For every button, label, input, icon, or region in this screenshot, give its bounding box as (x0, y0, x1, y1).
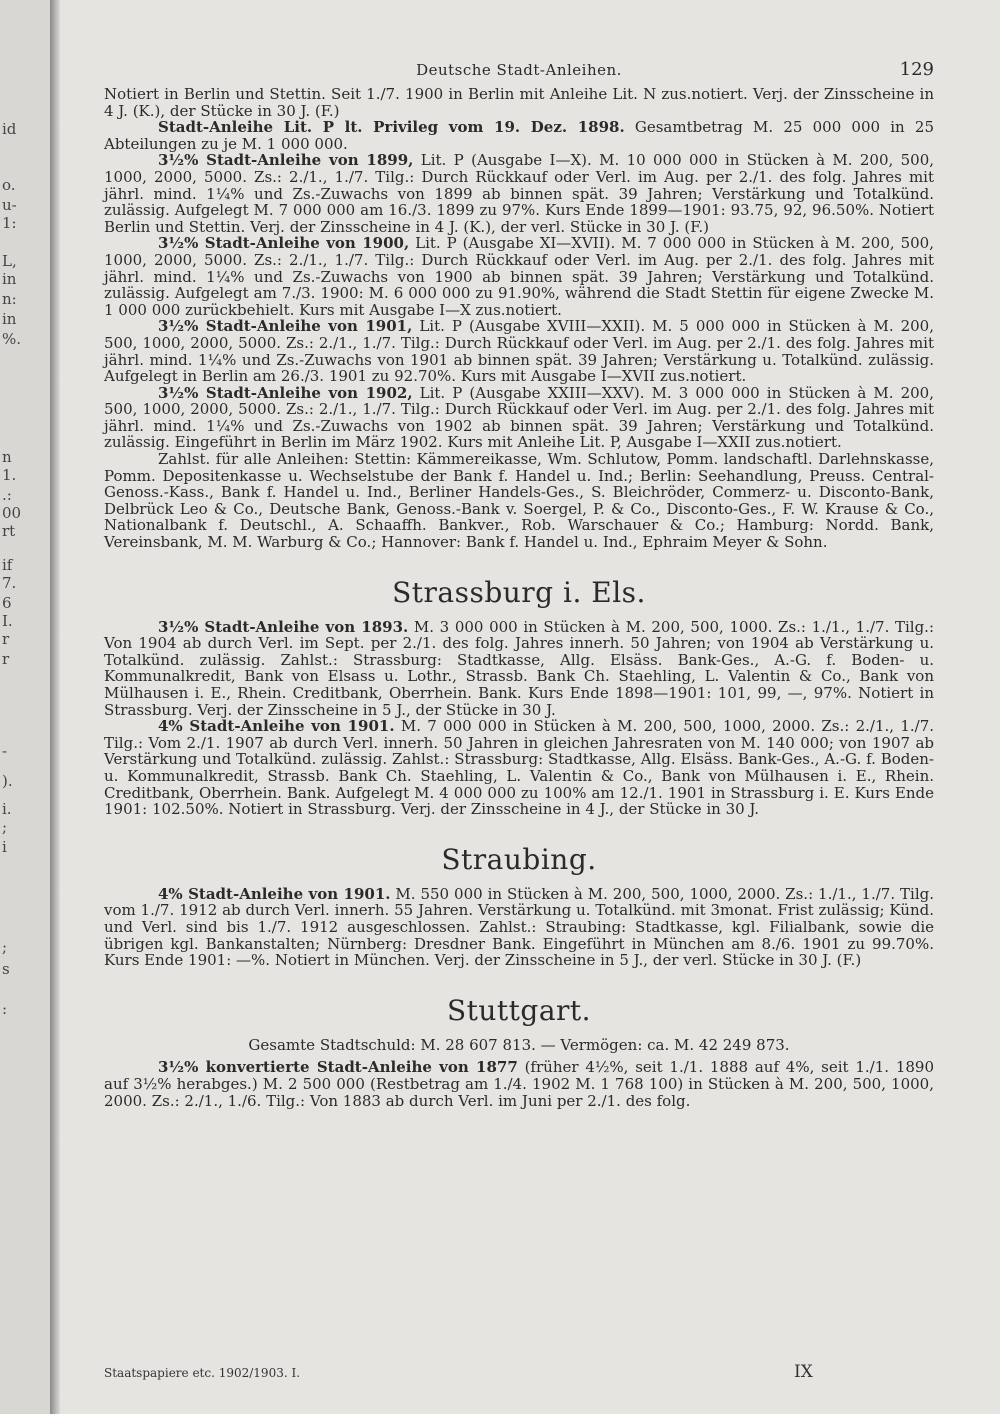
page-footer (104, 1362, 934, 1382)
entry-body: Lit. P (Ausgabe XI—XVII). M. 7 000 000 in Stücken à M. 200, 500, 1000, 2000, 5000. Zs.: 2./1., 1./7. Tilg.: Durch Rückkauf oder Verl. im Aug. per 2./1. des folg. Jahres mit jährl. mind. 1¼% und Zs.-Zuwachs von 1900 ab binnen spät. 39 Jahren; Verstärkung und Totalkünd. zulässig. Aufgelegt am 7./3. 1900: M. 6 000 000 zu 91.90%, während die Stadt Stettin für eigene Zwecke M. 1 000 000 zurückbehielt. Kurs mit Ausgabe I—X zus.notiert. (104, 234, 934, 319)
paragraph: Notiert in Berlin und Stettin. Seit 1./7. 1900 in Berlin mit Anleihe Lit. N zus.notiert. Verj. der Zinsscheine in 4 J. (K.), der Stücke in 30 J. (F.) (104, 85, 934, 120)
section-berlin-stettin-continued (104, 86, 934, 551)
paragraph (104, 718, 934, 818)
paragraph (104, 235, 934, 318)
margin-fragment: .: (2, 486, 12, 504)
section-strassburg (104, 577, 934, 818)
debt-summary-line: Gesamte Stadtschuld: M. 28 607 813. — Vermögen: ca. M. 42 249 873. (248, 1035, 790, 1054)
entry-body: Gesamtbetrag M. 25 000 000 in 25 Abteilungen zu je M. 1 000 000. (104, 118, 934, 153)
entry-heading: Stadt-Anleihe Lit. P lt. Privileg vom 19. Dez. 1898. (158, 118, 625, 137)
page-number: 129 (899, 59, 934, 80)
section-straubing (104, 844, 934, 969)
city-heading: Strassburg i. Els. (392, 575, 646, 609)
entry-body: M. 7 000 000 in Stücken à M. 200, 500, 1000, 2000. Zs.: 2./1., 1./7. Tilg.: Vom 2./1. 1907 ab durch Verl. innerh. 50 Jahren in gleichen Jahresraten von M. 140 000; von 1907 ab Verstärkung und Totalkünd. zulässig. Zahlst.: Strassburg: Stadtkasse, Allg. Elsäss. Bank-Ges., A.-G. f. Boden- u. Kommunalkredit, Strassb. Bank Ch. Staehling, L. Valentin & Co., Bank von Mülhausen i. E., Rhein. Creditbank, Oberrhein. Bank. Aufgelegt M. 4 000 000 zu 100% am 12./1. 1901 in Strassburg i. E. Kurs Ende 1901: 102.50%. Notiert in Strassburg. Verj. der Zinsscheine in 4 J., der Stücke in 30 J. (104, 717, 935, 819)
entry-body: Lit. P (Ausgabe XXIII—XXV). M. 3 000 000 in Stücken à M. 200, 500, 1000, 2000, 5000. Zs.: 2./1., 1./7. Tilg.: Durch Rückkauf oder Verl. im Aug. per 2./1. des folg. Jahres mit jährl. mind. 1¼% und Zs.-Zuwachs von 1902 ab binnen spät. 39 Jahren; Verstärkung und Totalkünd. zulässig. Eingeführt in Berlin im März 1902. Kurs mit Anleihe Lit. P, Ausgabe I—XXII zus.notiert. (104, 383, 934, 452)
section-stuttgart (104, 995, 934, 1109)
entry-heading: 3½% konvertierte Stadt-Anleihe von 1877 (158, 1058, 518, 1077)
margin-fragment: id (2, 120, 17, 138)
entry-heading: 3½% Stadt-Anleihe von 1901, (158, 317, 413, 336)
entry-heading: 4% Stadt-Anleihe von 1901. (158, 884, 391, 903)
margin-fragment: ; (2, 818, 8, 836)
running-head (104, 58, 934, 86)
paragraph (104, 1059, 934, 1109)
margin-fragment: in (2, 270, 17, 288)
entry-body: M. 3 000 000 in Stücken à M. 200, 500, 1000. Zs.: 1./1., 1./7. Tilg.: Von 1904 ab durch Verl. im Sept. per 2./1. des folg. Jahres innerh. 50 Jahren; von 1904 ab Verstärkung u. Totalkünd. zulässig. Zahlst.: Strassburg: Stadtkasse, Allg. Elsäss. Bank-Ges., A.-G. f. Boden- u. Kommunalkredit, Bank von Elsass u. Lothr., Strassb. Bank Ch. Staehling, L. Valentin & Co., Bank von Mülhausen i. E., Rhein. Creditbank, Oberrhein. Bank. Kurs Ende 1898—1901: 101, 99, —, 97%. Notiert in Strassburg. Verj. der Zinsscheine in 5 J., der Stücke in 30 J. (104, 617, 935, 719)
entry-body: M. 550 000 in Stücken à M. 200, 500, 1000, 2000. Zs.: 1./1., 1./7. Tilg. vom 1./7. 1912 ab durch Verl. innerh. 55 Jahren. Verstärkung u. Totalkünd. mit 3monat. Frist zulässig; Künd. und Verl. sind bis 1./7. 1912 ausgeschlossen. Zahlst.: Straubing: Stadtkasse, kgl. Filialbank, sowie die übrigen kgl. Bankanstalten; Nürnberg: Dresdner Bank. Eingeführt in München am 8./6. 1901 zu 99.70%. Kurs Ende 1901: —%. Notiert in München. Verj. der Zinsscheine in 5 J., der verl. Stücke in 30 J. (F.) (104, 884, 934, 970)
paragraph (104, 385, 934, 451)
paragraph (104, 619, 934, 719)
margin-fragment: 1. (2, 466, 17, 484)
margin-fragment: : (2, 1000, 8, 1018)
margin-fragment: I. (2, 612, 13, 630)
signature-mark: IX (794, 1362, 813, 1382)
margin-fragment: ; (2, 938, 8, 956)
entry-body: Lit. P (Ausgabe I—X). M. 10 000 000 in Stücken à M. 200, 500, 1000, 2000, 5000. Zs.: 2./1., 1./7. Tilg.: Durch Rückkauf oder Verl. im Aug. per 2./1. des folg. Jahres mit jährl. mind. 1¼% und Zs.-Zuwachs von 1899 ab binnen spät. 39 Jahren; Verstärkung und Totalkünd. zulässig. Aufgelegt M. 7 000 000 am 16./3. 1899 zu 97%. Kurs Ende 1899—1901: 93.75, 92, 96.50%. Notiert Berlin und Stettin. Verj. der Zinsscheine in 4 J. (K.), der verl. Stücke in 30 J. (F.) (104, 151, 935, 236)
margin-fragment: %. (2, 330, 22, 348)
paying-agents-paragraph: Zahlst. für alle Anleihen: Stettin: Kämmereikasse, Wm. Schlutow, Pomm. landschaftl. Darlehnskasse, Pomm. Depositenkasse u. Wechselstube der Bank f. Handel u. Ind.; Berlin: Seehandlung, Preuss. Central-Genoss.-Kass., Bank f. Handel u. Ind., Berliner Handels-Ges., S. Bleichröder, Commerz- u. Disconto-Bank, Delbrück Leo & Co., Deutsche Bank, Genoss.-Bank v. Soergel, P. & Co., Disconto-Ges., F. W. Krause & Co., Nationalbank f. Deutschl., A. Schaaffh. Bankver., Rob. Warschauer & Co.; Hamburg: Nordd. Bank, Vereinsbank, M. M. Warburg & Co.; Hannover: Bank f. Handel u. Ind., Ephraim Meyer & Sohn. (104, 450, 934, 552)
margin-fragment: u- (2, 196, 17, 214)
entry-heading: 3½% Stadt-Anleihe von 1893. (158, 617, 409, 636)
book-gutter (50, 0, 60, 1414)
margin-fragment: if (2, 556, 13, 574)
margin-fragment: i (2, 838, 7, 856)
entry-heading: 3½% Stadt-Anleihe von 1900, (158, 234, 410, 253)
adjacent-page-margin (0, 0, 50, 1414)
entry-heading: 4% Stadt-Anleihe von 1901. (158, 717, 395, 736)
page-body (104, 58, 934, 1109)
margin-fragment: s (2, 960, 10, 978)
margin-fragment: o. (2, 176, 16, 194)
margin-fragment: - (2, 742, 8, 760)
margin-fragment: r (2, 650, 10, 668)
margin-fragment: ). (2, 772, 13, 790)
city-heading: Stuttgart. (446, 993, 592, 1027)
paragraph (104, 152, 934, 235)
margin-fragment: n: (2, 290, 17, 308)
margin-fragment: L, (2, 252, 17, 270)
entry-body: Lit. P (Ausgabe XVIII—XXII). M. 5 000 000 in Stücken à M. 200, 500, 1000, 2000, 5000. Zs.: 2./1., 1./7. Tilg.: Durch Rückkauf oder Verl. im Aug. per 2./1. des folg. Jahres mit jährl. mind. 1¼% und Zs.-Zuwachs von 1901 ab binnen spät. 39 Jahren; Verstärkung u. Totalkünd. zulässig. Aufgelegt in Berlin am 26./3. 1901 zu 92.70%. Kurs mit Ausgabe I—XVII zus.notiert. (104, 317, 934, 386)
margin-fragment: i. (2, 800, 12, 818)
margin-fragment: r (2, 630, 10, 648)
margin-fragment: 1: (2, 214, 17, 232)
city-heading: Straubing. (441, 842, 597, 876)
entry-heading: 3½% Stadt-Anleihe von 1899, (158, 151, 414, 170)
footer-imprint: Staatspapiere etc. 1902/1903. I. (104, 1366, 301, 1380)
margin-fragment: in (2, 310, 17, 328)
entry-body: (früher 4½%, seit 1./1. 1888 auf 4%, seit 1./1. 1890 auf 3½% herabges.) M. 2 500 000 (Restbetrag am 1./4. 1902 M. 1 768 100) in Stücken à M. 200, 500, 1000, 2000. Zs.: 2./1., 1./6. Tilg.: Von 1883 ab durch Verl. im Juni per 2./1. des folg. (104, 1058, 934, 1110)
running-head-title: Deutsche Stadt-Anleihen. (416, 61, 622, 79)
margin-fragment: 6 (2, 594, 12, 612)
margin-fragment: rt (2, 522, 16, 540)
margin-fragment: n (2, 448, 12, 466)
margin-fragment: 7. (2, 574, 17, 592)
margin-fragment: 00 (2, 504, 22, 522)
paragraph (104, 119, 934, 152)
entry-heading: 3½% Stadt-Anleihe von 1902, (158, 383, 413, 402)
paragraph (104, 886, 934, 969)
paragraph (104, 318, 934, 384)
